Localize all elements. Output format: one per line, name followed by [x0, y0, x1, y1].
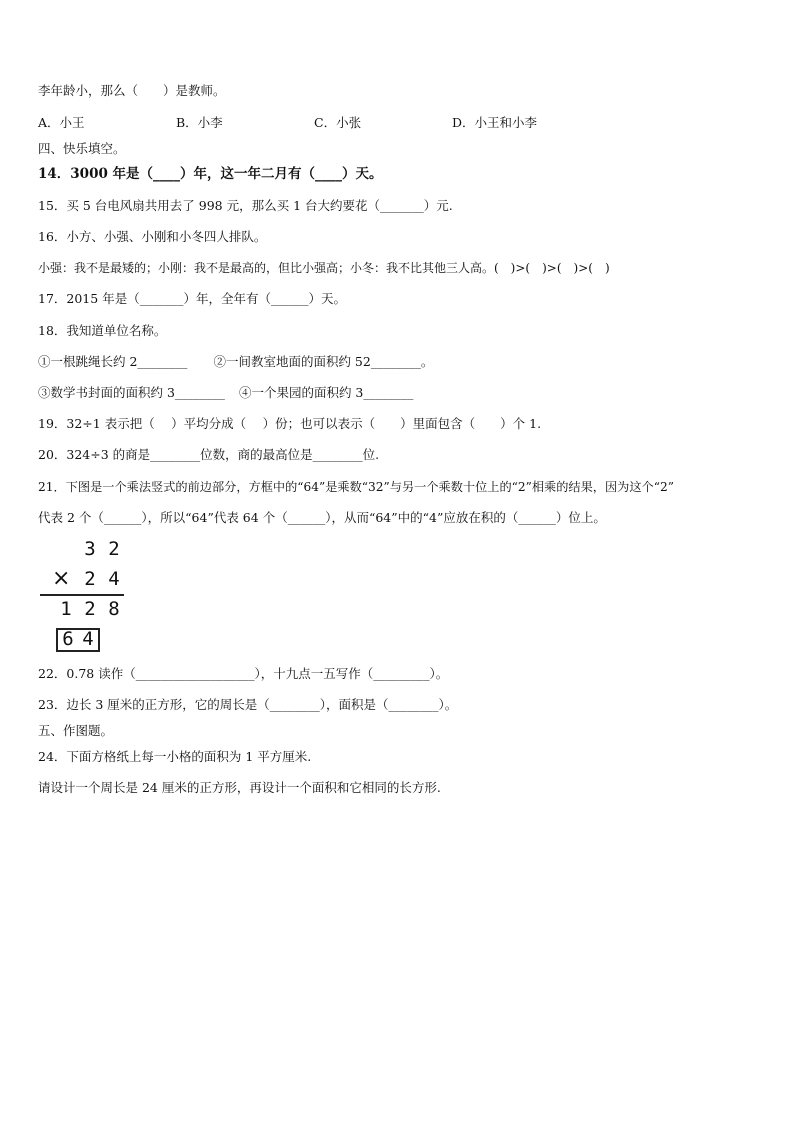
option-c: C．小张 [314, 115, 362, 130]
question-23: 23．边长 3 厘米的正方形，它的周长是（________），面积是（________）。 [38, 697, 458, 712]
calc-digit: 2 [84, 598, 96, 620]
question-16: 16．小方、小强、小刚和小冬四人排队。 [38, 229, 267, 244]
section-4-heading: 四、快乐填空。 [38, 141, 126, 156]
calc-digit: 8 [108, 598, 120, 620]
question-19: 19．32÷1 表示把（ ）平均分成（ ）份；也可以表示（ ）里面包含（ ）个 1. [38, 416, 542, 431]
question-24-instruction: 请设计一个周长是 24 厘米的正方形，再设计一个面积和它相同的长方形. [38, 780, 441, 795]
calc-digit: 2 [108, 538, 120, 560]
question-16-clues: 小强：我不是最矮的；小刚：我不是最高的，但比小强高；小冬：我不比其他三人高。( )>( )>( )>( ) [38, 261, 610, 275]
section-5-heading: 五、作图题。 [38, 723, 114, 738]
question-15: 15．买 5 台电风扇共用去了 998 元，那么买 1 台大约要花（_______）元. [38, 198, 453, 213]
question-21-continuation: 代表 2 个（______），所以“64”代表 64 个（______），从而“64”中的“4”应放在积的（______）位上。 [38, 510, 606, 525]
question-18: 18．我知道单位名称。 [38, 323, 167, 338]
question-21: 21．下图是一个乘法竖式的前边部分，方框中的“64”是乘数“32”与另一个乘数十位上的“2”相乘的结果，因为这个“2” [38, 480, 674, 494]
question-13-options [38, 114, 764, 132]
calc-digit: 4 [108, 568, 120, 590]
multiply-sign: × [52, 566, 71, 591]
question-18-item-1: ①一根跳绳长约 2________ [38, 354, 188, 369]
question-14: 14．3000 年是（____）年，这一年二月有（____）天。 [38, 166, 383, 182]
option-d: D．小王和小李 [452, 115, 538, 130]
option-a: A．小王 [38, 115, 85, 130]
calc-digit: 2 [84, 568, 96, 590]
calc-divider-line [40, 594, 124, 596]
calc-digit: 1 [60, 598, 72, 620]
calc-digit: 3 [84, 538, 96, 560]
question-18-item-2: ②一间教室地面的面积约 52________。 [213, 354, 434, 369]
calc-digit: 4 [82, 628, 94, 650]
calc-digit: 6 [62, 628, 74, 650]
question-13-continuation: 李年龄小，那么（ ）是教师。 [38, 83, 226, 98]
question-20: 20．324÷3 的商是________位数，商的最高位是________位. [38, 447, 380, 462]
option-b: B．小李 [176, 115, 223, 130]
multiplication-figure [38, 536, 138, 654]
question-18-row-1 [38, 353, 764, 371]
question-17: 17．2015 年是（_______）年，全年有（______）天。 [38, 291, 346, 306]
question-18-row-2 [38, 384, 764, 402]
question-18-item-4: ④一个果园的面积约 3________ [238, 385, 414, 400]
question-24: 24．下面方格纸上每一小格的面积为 1 平方厘米. [38, 749, 312, 764]
question-18-item-3: ③数学书封面的面积约 3________ [38, 385, 225, 400]
question-22: 22．0.78 读作（___________________），十九点一五写作（_________）。 [38, 666, 449, 681]
